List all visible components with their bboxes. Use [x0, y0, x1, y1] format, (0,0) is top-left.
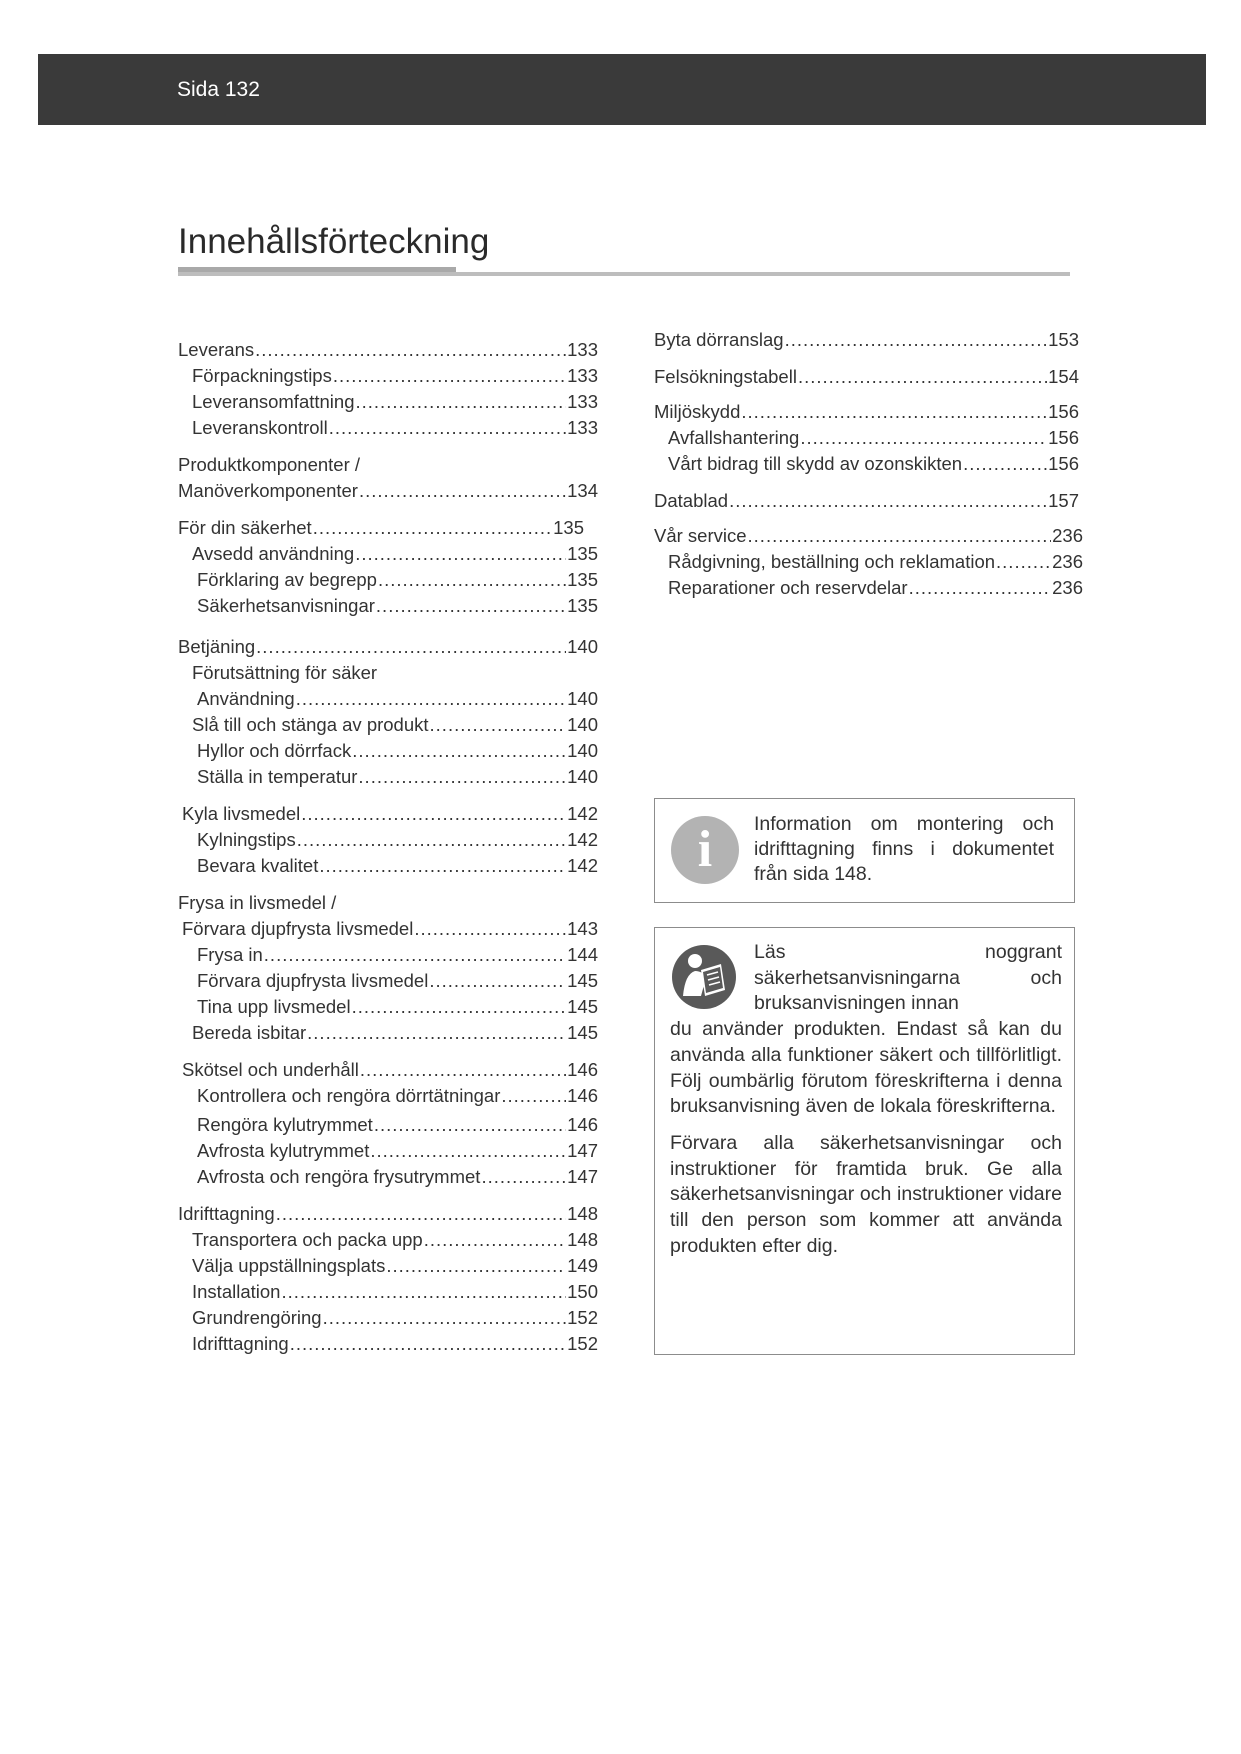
toc-entry[interactable]: Bereda isbitar ..... 145 [178, 1020, 598, 1046]
document-title: Innehållsförteckning [178, 222, 490, 261]
toc-entry[interactable]: Kylningstips ..... 142 [178, 827, 598, 853]
toc-entry[interactable]: Förklaring av begrepp ..... 135 [178, 567, 598, 593]
toc-entry[interactable]: Idrifttagning ..... 148 [178, 1201, 598, 1227]
read-line2: säkerhetsanvisningarna och [754, 966, 1062, 989]
read-line3: bruksanvisningen innan [754, 992, 959, 1015]
toc-entry[interactable]: Grundrengöring ..... 152 [178, 1305, 598, 1331]
toc-entry[interactable]: Kyla livsmedel ..... 142 [178, 801, 598, 827]
info-notice-box [654, 798, 1075, 903]
toc-entry[interactable]: Avfallshantering ..... 156 [654, 425, 1079, 451]
toc-entry[interactable]: Avfrosta kylutrymmet ..... 147 [178, 1138, 598, 1164]
toc-entry[interactable]: Frysa in ..... 144 [178, 942, 598, 968]
read-paragraph-2: Förvara alla säkerhetsanvisningar och instruktioner för framtida bruk. Ge alla säkerhetsanvisningar och instruktioner vidare till den person som kommer att använda produkten efter dig. [670, 1131, 1062, 1257]
toc-entry[interactable]: Avsedd användning ..... 135 [178, 541, 598, 567]
toc-entry[interactable]: Slå till och stänga av produkt ..... 140 [178, 712, 598, 738]
read-line1-left: Läs [754, 941, 786, 963]
toc-entry[interactable]: Bevara kvalitet ..... 142 [178, 853, 598, 879]
toc-left-column [178, 337, 598, 1357]
toc-entry[interactable]: Installation ..... 150 [178, 1279, 598, 1305]
page-number-label: Sida 132 [177, 78, 260, 101]
toc-entry[interactable]: Användning ..... 140 [178, 686, 598, 712]
toc-heading-line: Produktkomponenter / [178, 454, 361, 475]
toc-entry[interactable]: Hyllor och dörrfack ..... 140 [178, 738, 598, 764]
toc-right-column [654, 327, 1086, 601]
toc-entry[interactable]: Miljöskydd ..... 156 [654, 399, 1079, 425]
toc-entry[interactable]: Rådgivning, beställning och reklamation ..... 236 [654, 549, 1083, 575]
toc-entry[interactable]: Leveranskontroll ..... 133 [178, 415, 598, 441]
read-paragraph-1: du använder produkten. Endast så kan du använda alla funktioner säkert och tillförlitligt. Följ oumbärlig förutom föreskrifterna i denna bruksanvisning även de lokala föreskrifterna. [670, 1018, 1062, 1118]
toc-entry[interactable]: Transportera och packa upp ..... 148 [178, 1227, 598, 1253]
toc-entry[interactable]: Betjäning ..... 140 [178, 634, 598, 660]
toc-entry[interactable]: Felsökningstabell ..... 154 [654, 364, 1079, 390]
toc-entry[interactable]: Leverans ..... 133 [178, 337, 598, 363]
info-notice-text: Information om montering och idrifttagning finns i dokumentet från sida 148. [754, 813, 1054, 885]
toc-entry[interactable]: Leveransomfattning ..... 133 [178, 389, 598, 415]
toc-entry[interactable]: Förvara djupfrysta livsmedel ..... 143 [178, 916, 598, 942]
toc-entry[interactable]: Vårt bidrag till skydd av ozonskikten ..... 156 [654, 451, 1079, 477]
toc-heading-line: Förutsättning för säker [192, 662, 378, 683]
toc-entry[interactable]: Vår service ..... 236 [654, 523, 1083, 549]
toc-entry[interactable]: Idrifttagning ..... 152 [178, 1331, 598, 1357]
toc-entry[interactable]: Datablad ..... 157 [654, 488, 1079, 514]
toc-entry[interactable]: Ställa in temperatur ..... 140 [178, 764, 598, 790]
header-bar [38, 54, 1206, 125]
toc-entry[interactable]: Manöverkomponenter ..... 134 [178, 478, 598, 504]
title-underline [178, 272, 1070, 276]
toc-entry[interactable]: Byta dörranslag ..... 153 [654, 327, 1079, 353]
read-instructions-box [654, 927, 1075, 1355]
toc-entry[interactable]: Förvara djupfrysta livsmedel ..... 145 [178, 968, 598, 994]
title-underline-accent [178, 267, 456, 272]
toc-entry[interactable]: Rengöra kylutrymmet ..... 146 [178, 1112, 598, 1138]
toc-entry[interactable]: Tina upp livsmedel ..... 145 [178, 994, 598, 1020]
toc-entry[interactable]: Kontrollera och rengöra dörrtätningar ..... 146 [178, 1083, 598, 1109]
toc-entry[interactable]: Förpackningstips ..... 133 [178, 363, 598, 389]
toc-entry[interactable]: Reparationer och reservdelar ..... 236 [654, 575, 1083, 601]
toc-entry[interactable]: Avfrosta och rengöra frysutrymmet ..... 147 [178, 1164, 598, 1190]
read-instructions-text [670, 940, 1062, 1259]
toc-entry[interactable]: Säkerhetsanvisningar ..... 135 [178, 593, 598, 619]
toc-heading-line: Frysa in livsmedel / [178, 892, 337, 913]
toc-entry[interactable]: Skötsel och underhåll ..... 146 [178, 1057, 598, 1083]
info-icon: i [671, 816, 739, 884]
toc-entry[interactable]: För din säkerhet ..... 135 [178, 515, 584, 541]
read-line1-right: noggrant [985, 941, 1062, 963]
toc-entry[interactable]: Välja uppställningsplats ..... 149 [178, 1253, 598, 1279]
